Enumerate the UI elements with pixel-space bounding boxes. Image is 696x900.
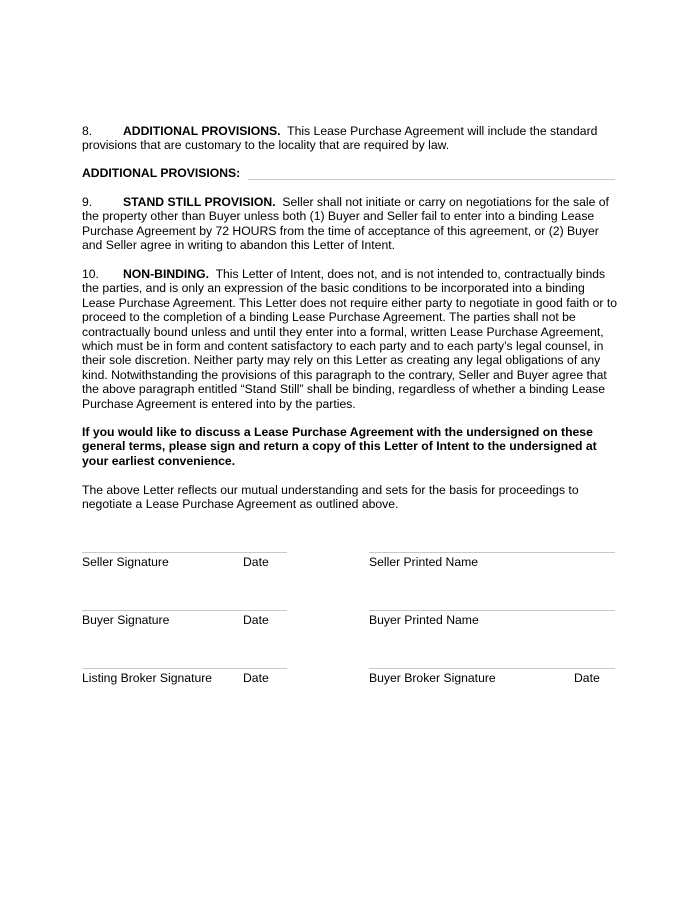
buyer-signature-label: Buyer Signature <box>82 613 170 627</box>
section-10-text: This Letter of Intent, does not, and is not intended to, contractually binds the parties, and is only an expression of the basic conditions to be incorporated into a binding Lease Purchase Agreement. This Letter does not require either party to negotiate in good faith or to proceed to the completion of a binding Lease Purchase Agreement. The parties shall not be contractually bound unless and until they enter into a formal, written Lease Purchase Agreement, which must be in form and content satisfactory to each party and to each party’s legal counsel, in their sole discretion. Neither party may rely on this Letter as creating any legal obligations of any kind. Notwithstanding the provisions of this paragraph to the contrary, Seller and Buyer agree that the above paragraph entitled “Stand Still” shall be binding, regardless of whether a binding Lease Purchase Agreement is entered into by the parties. <box>82 267 618 411</box>
seller-signature-line[interactable] <box>82 552 287 553</box>
section-8-number: 8. <box>82 124 93 138</box>
section-10-heading: NON-BINDING. <box>123 267 209 281</box>
listing-broker-signature-label: Listing Broker Signature <box>82 671 213 685</box>
buyer-broker-signature-line[interactable] <box>369 668 615 669</box>
buyer-printed-name-line[interactable] <box>369 610 615 611</box>
section-10-number: 10. <box>82 267 99 281</box>
closing-bold-paragraph: If you would like to discuss a Lease Purchase Agreement with the undersigned on these general terms, please sign and return a copy of this Letter of Intent to the undersigned at your earliest convenience. <box>82 425 597 468</box>
buyer-date-label: Date <box>243 613 269 627</box>
seller-signature-label: Seller Signature <box>82 555 169 569</box>
section-8-paragraph <box>82 124 618 153</box>
section-9-text: Seller shall not initiate or carry on negotiations for the sale of the property other than Buyer unless both (1) Buyer and Seller fail to enter into a binding Lease Purchase Agreement by 72 HOURS from the time of acceptance of this agreement, or (2) Buyer and Seller agree in writing to abandon this Letter of Intent. <box>82 195 609 253</box>
section-9-paragraph <box>82 195 618 253</box>
buyer-signature-line[interactable] <box>82 610 287 611</box>
closing-paragraph: The above Letter reflects our mutual understanding and sets for the basis for proceedings to negotiate a Lease Purchase Agreement as outlined above. <box>82 483 579 512</box>
additional-provisions-fill-line[interactable] <box>248 179 615 180</box>
buyer-broker-date-label: Date <box>574 671 600 685</box>
section-8-text: This Lease Purchase Agreement will include the standard provisions that are customary to the locality that are required by law. <box>82 124 598 153</box>
seller-printed-name-label: Seller Printed Name <box>369 555 479 569</box>
seller-printed-name-line[interactable] <box>369 552 615 553</box>
buyer-broker-signature-label: Buyer Broker Signature <box>369 671 496 685</box>
section-10-paragraph <box>82 267 618 411</box>
section-9-number: 9. <box>82 195 93 209</box>
section-9-heading: STAND STILL PROVISION. <box>123 195 276 209</box>
seller-date-label: Date <box>243 555 269 569</box>
additional-provisions-label: ADDITIONAL PROVISIONS: <box>82 166 241 180</box>
section-8-heading: ADDITIONAL PROVISIONS. <box>123 124 281 138</box>
listing-broker-signature-line[interactable] <box>82 668 287 669</box>
buyer-printed-name-label: Buyer Printed Name <box>369 613 479 627</box>
listing-broker-date-label: Date <box>243 671 269 685</box>
